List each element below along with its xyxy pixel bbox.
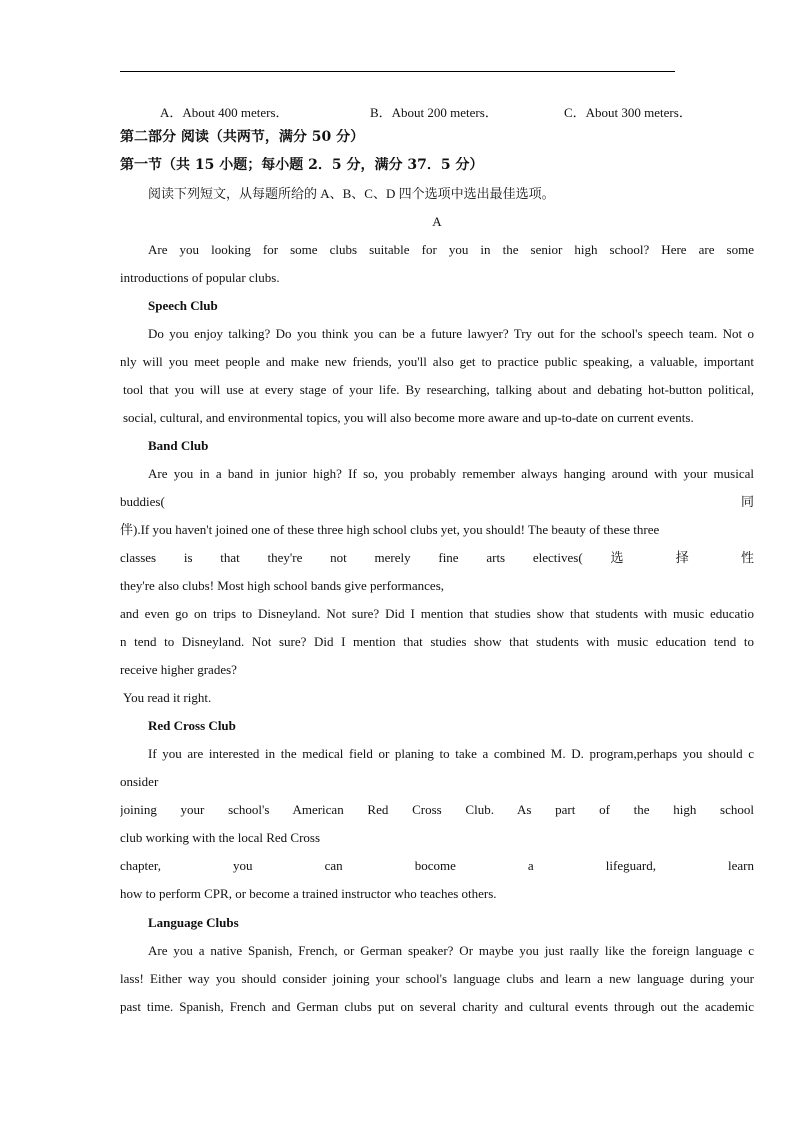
para-line: introductions of popular clubs. [120, 270, 280, 285]
option-b: B．About 200 meters． [370, 105, 498, 120]
para-line: 同 [740, 494, 754, 509]
para-line: joining your school's American Red Cross Club. As part of the high school [120, 802, 754, 817]
part-title: 第二部分 阅读（共两节，满分 50 分） [120, 129, 365, 145]
section-title: 第一节（共 15 小题；每小题 2．5 分，满分 37．5 分） [120, 157, 484, 173]
header-rule [120, 71, 675, 72]
para-line: If you are interested in the medical field or planing to take a combined M. D. program,perhaps you should c [148, 746, 754, 761]
para-line: tool that you will use at every stage of your life. By researching, talking about and debating hot-button political, [123, 382, 754, 397]
para-line: chapter, you can bocome a lifeguard, learn [120, 858, 754, 873]
para-line: past time. Spanish, French and German clubs put on several charity and cultural events through out the academic [120, 999, 754, 1014]
club-heading-language: Language Clubs [148, 915, 239, 930]
para-line: n tend to Disneyland. Not sure? Did I mention that studies show that students with music education tend to [120, 634, 754, 649]
para-line: Are you looking for some clubs suitable for you in the senior high school? Here are some [148, 242, 754, 257]
answer-options [160, 102, 720, 120]
para-line: buddies( [120, 494, 165, 509]
para-line: Are you a native Spanish, French, or German speaker? Or maybe you just raally like the foreign language c [148, 943, 754, 958]
para-line: social, cultural, and environmental topics, you will also become more aware and up-to-date on current events. [123, 410, 694, 425]
para-line: classes is that they're not merely fine arts electives( 选 择 性 [120, 550, 754, 565]
club-heading-speech: Speech Club [148, 298, 218, 313]
para-line: Do you enjoy talking? Do you think you can be a future lawyer? Try out for the school's speech team. Not o [148, 326, 754, 341]
passage-label: A [432, 214, 442, 229]
para-line: club working with the local Red Cross [120, 830, 321, 845]
para-line: onsider [120, 774, 159, 789]
para-line: Are you in a band in junior high? If so, you probably remember always hanging around with your musical [148, 466, 754, 481]
para-line: receive higher grades? [120, 662, 237, 677]
para-line: lass! Either way you should consider joining your school's language clubs and learn a new language during your [120, 971, 754, 986]
option-c: C．About 300 meters． [564, 105, 692, 120]
para-line: 伴).If you haven't joined one of these three high school clubs yet, you should! The beauty of these three [120, 522, 660, 537]
para-line: they're also clubs! Most high school bands give performances, [120, 578, 445, 593]
para-line: nly will you meet people and make new friends, you'll also get to practice public speaking, a valuable, important [120, 354, 754, 369]
para-line: You read it right. [123, 690, 212, 705]
para-line: and even go on trips to Disneyland. Not sure? Did I mention that studies show that students with music educatio [120, 606, 754, 621]
instruction: 阅读下列短文，从每题所给的 A、B、C、D 四个选项中选出最佳选项。 [148, 186, 555, 201]
club-heading-band: Band Club [148, 438, 209, 453]
club-heading-red-cross: Red Cross Club [148, 718, 236, 733]
option-a: A．About 400 meters． [160, 105, 289, 120]
para-line: how to perform CPR, or become a trained instructor who teaches others. [120, 886, 497, 901]
